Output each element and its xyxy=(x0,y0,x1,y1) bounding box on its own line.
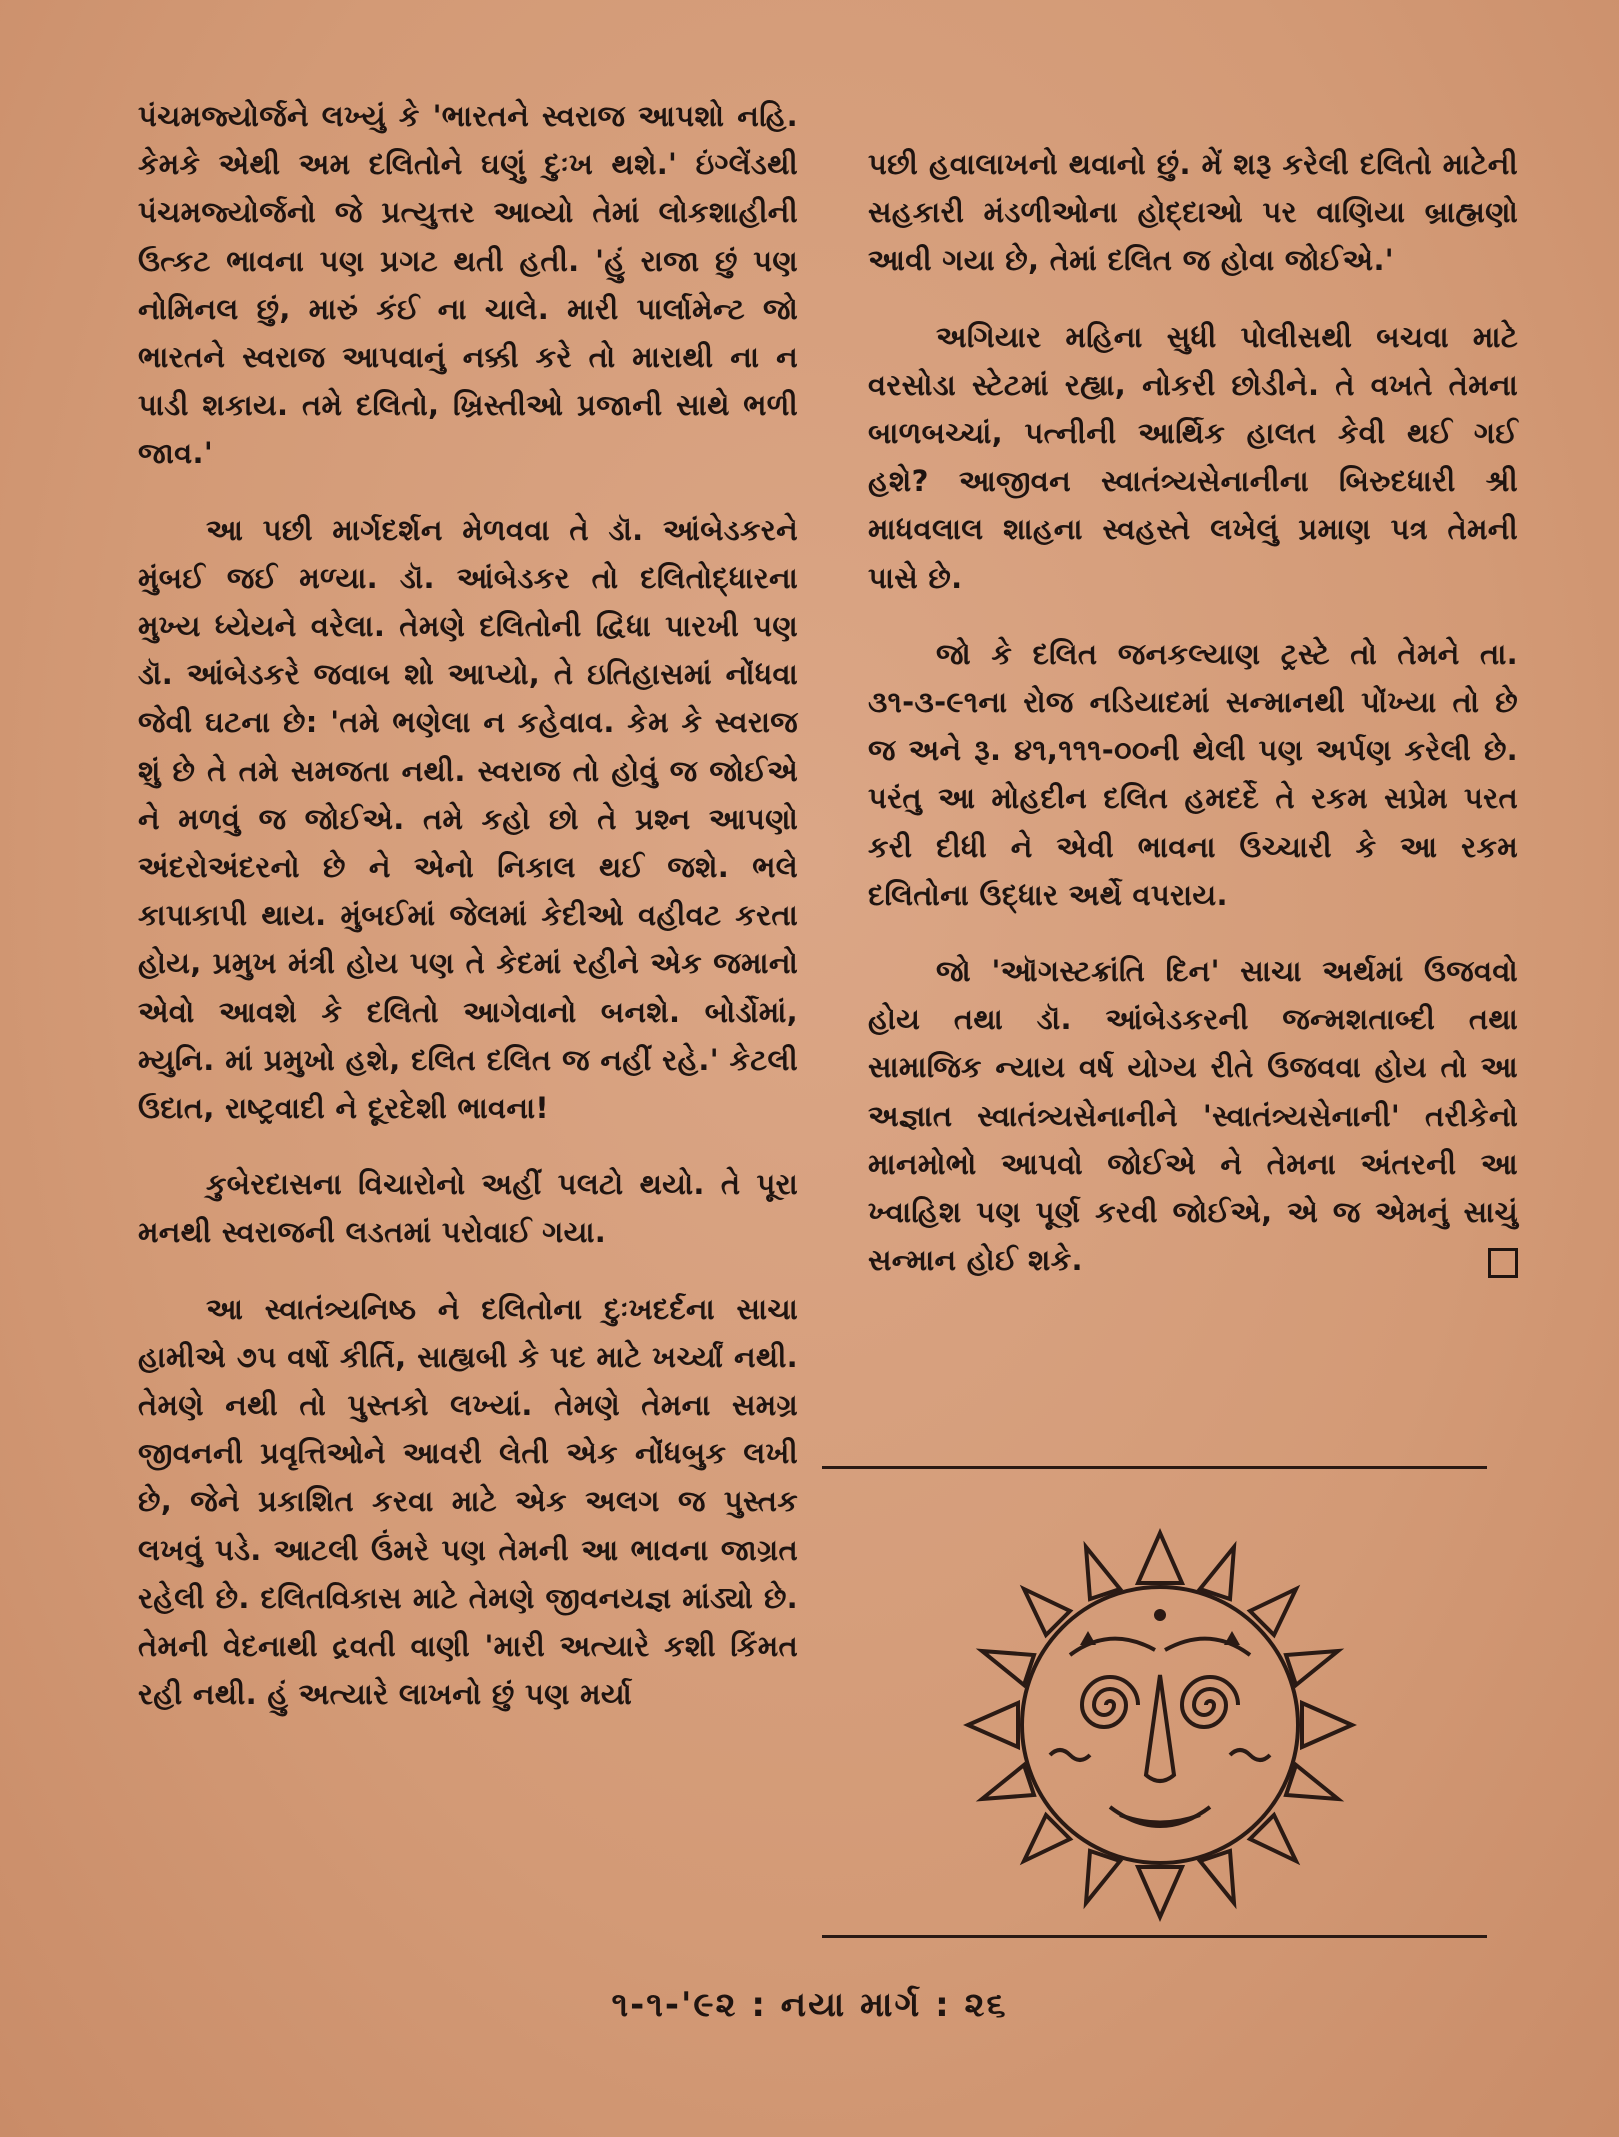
divider xyxy=(822,1466,1487,1469)
paragraph: પછી હવાલાખનો થવાનો છું. મેં શરૂ કરેલી દલિતો માટેની સહકારી મંડળીઓના હોદ્દાઓ પર વાણિયા બ્રાહ્મણો આવી ગયા છે, તેમાં દલિત જ હોવા જોઈએ.' xyxy=(868,147,1518,278)
left-column xyxy=(138,92,798,1747)
paragraph: અગિયાર મહિના સુધી પોલીસથી બચવા માટે વરસોડા સ્ટેટમાં રહ્યા, નોકરી છોડીને. તે વખતે તેમના બાળબચ્ચાં, પત્નીની આર્થિક હાલત કેવી થઈ ગઈ હશે? આજીવન સ્વાતંત્ર્યસેનાનીના બિરુદધારી શ્રી માધવલાલ શાહના સ્વહસ્તે લખેલું પ્રમાણ પત્ર તેમની પાસે છે. xyxy=(868,319,1518,595)
paragraph: આ પછી માર્ગદર્શન મેળવવા તે ડૉ. આંબેડકરને મુંબઈ જઈ મળ્યા. ડૉ. આંબેડકર તો દલિતોદ્ધારના મુખ્ય ધ્યેયને વરેલા. તેમણે દલિતોની દ્વિધા પારખી પણ ડૉ. આંબેડકરે જવાબ શો આપ્યો, તે ઇતિહાસમાં નોંધવા જેવી ઘટના છે: 'તમે ભણેલા ન કહેવાવ. કેમ કે સ્વરાજ શું છે તે તમે સમજતા નથી. સ્વરાજ તો હોવું જ જોઈએ ને મળવું જ જોઈએ. તમે કહો છો તે પ્રશ્ન આપણો અંદરોઅંદરનો છે ને એનો નિકાલ થઈ જશે. ભલે કાપાકાપી થાય. મુંબઈમાં જેલમાં કેદીઓ વહીવટ કરતા હોય, પ્રમુખ મંત્રી હોય પણ તે કેદમાં રહીને એક જમાનો એવો આવશે કે દલિતો આગેવાનો બનશે. બોર્ડોમાં, મ્યુનિ. માં પ્રમુખો હશે, દલિત દલિત જ નહીં રહે.' કેટલી ઉદાત, રાષ્ટ્રવાદી ને દૂરદેશી ભાવના! xyxy=(138,512,798,1126)
right-column xyxy=(868,140,1518,1312)
end-mark-icon xyxy=(1488,1248,1518,1278)
paragraph: આ સ્વાતંત્ર્યનિષ્ઠ ને દલિતોના દુઃખદર્દના સાચા હામીએ ૭૫ વર્ષો કીર્તિ, સાહ્યબી કે પદ માટે ખર્ચ્યાં નથી. તેમણે નથી તો પુસ્તકો લખ્યાં. તેમણે તેમના સમગ્ર જીવનની પ્રવૃત્તિઓને આવરી લેતી એક નોંધબુક લખી છે, જેને પ્રકાશિત કરવા માટે એક અલગ જ પુસ્તક લખવું પડે. આટલી ઉંમરે પણ તેમની આ ભાવના જાગ્રત રહેલી છે. દલિતવિકાસ માટે તેમણે જીવનયજ્ઞ માંડ્યો છે. તેમની વેદનાથી દ્રવતી વાણી 'મારી અત્યારે કશી કિંમત રહી નથી. હું અત્યારે લાખનો છું પણ મર્યા xyxy=(138,1291,798,1712)
paragraph: પંચમજ્યોર્જને લખ્યું કે 'ભારતને સ્વરાજ આપશો નહિ. કેમકે એથી અમ દલિતોને ઘણું દુઃખ થશે.' ઇંગ્લેંડથી પંચમજ્યોર્જનો જે પ્રત્યુત્તર આવ્યો તેમાં લોકશાહીની ઉત્કટ ભાવના પણ પ્રગટ થતી હતી. 'હું રાજા છું પણ નોમિનલ છું, મારું કંઈ ના ચાલે. મારી પાર્લામેન્ટ જો ભારતને સ્વરાજ આપવાનું નક્કી કરે તો મારાથી ના ન પાડી શકાય. તમે દલિતો, ખ્રિસ્તીઓ પ્રજાની સાથે ભળી જાવ.' xyxy=(138,99,798,471)
divider xyxy=(822,1935,1487,1938)
page-footer: ૧-૧-'૯૨ : નયા માર્ગ : ૨૬ xyxy=(611,1985,1008,2025)
paragraph-text: જો 'ઑગસ્ટક્રાંતિ દિન' સાચા અર્થમાં ઉજવવો હોય તથા ડૉ. આંબેડકરની જન્મશતાબ્દી તથા સામાજિક ન્યાય વર્ષ યોગ્ય રીતે ઉજવવા હોય તો આ અજ્ઞાત સ્વાતંત્ર્યસેનાનીને 'સ્વાતંત્ર્યસેનાની' તરીકેનો માનમોભો આપવો જોઈએ ને તેમના અંતરની આ ખ્વાહિશ પણ પૂર્ણ કરવી જોઈએ, એ જ એમનું સાચું સન્માન હોઈ શકે. xyxy=(868,954,1518,1278)
paragraph: કુબેરદાસના વિચારોનો અહીં પલટો થયો. તે પૂરા મનથી સ્વરાજની લડતમાં પરોવાઈ ગયા. xyxy=(138,1167,798,1250)
paragraph xyxy=(868,947,1518,1284)
paragraph: જો કે દલિત જનકલ્યાણ ટ્રસ્ટે તો તેમને તા. ૩૧-૩-૯૧ના રોજ નડિયાદમાં સન્માનથી પોંખ્યા તો છે જ અને રૂ. ૪૧,૧૧૧-૦૦ની થેલી પણ અર્પણ કરેલી છે. પરંતુ આ મોહદીન દલિત હમદર્દે તે રકમ સપ્રેમ પરત કરી દીધી ને એવી ભાવના ઉચ્ચારી કે આ રકમ દલિતોના ઉદ્ધાર અર્થે વપરાય. xyxy=(868,636,1518,912)
sun-face-woodcut-icon xyxy=(960,1525,1360,1925)
